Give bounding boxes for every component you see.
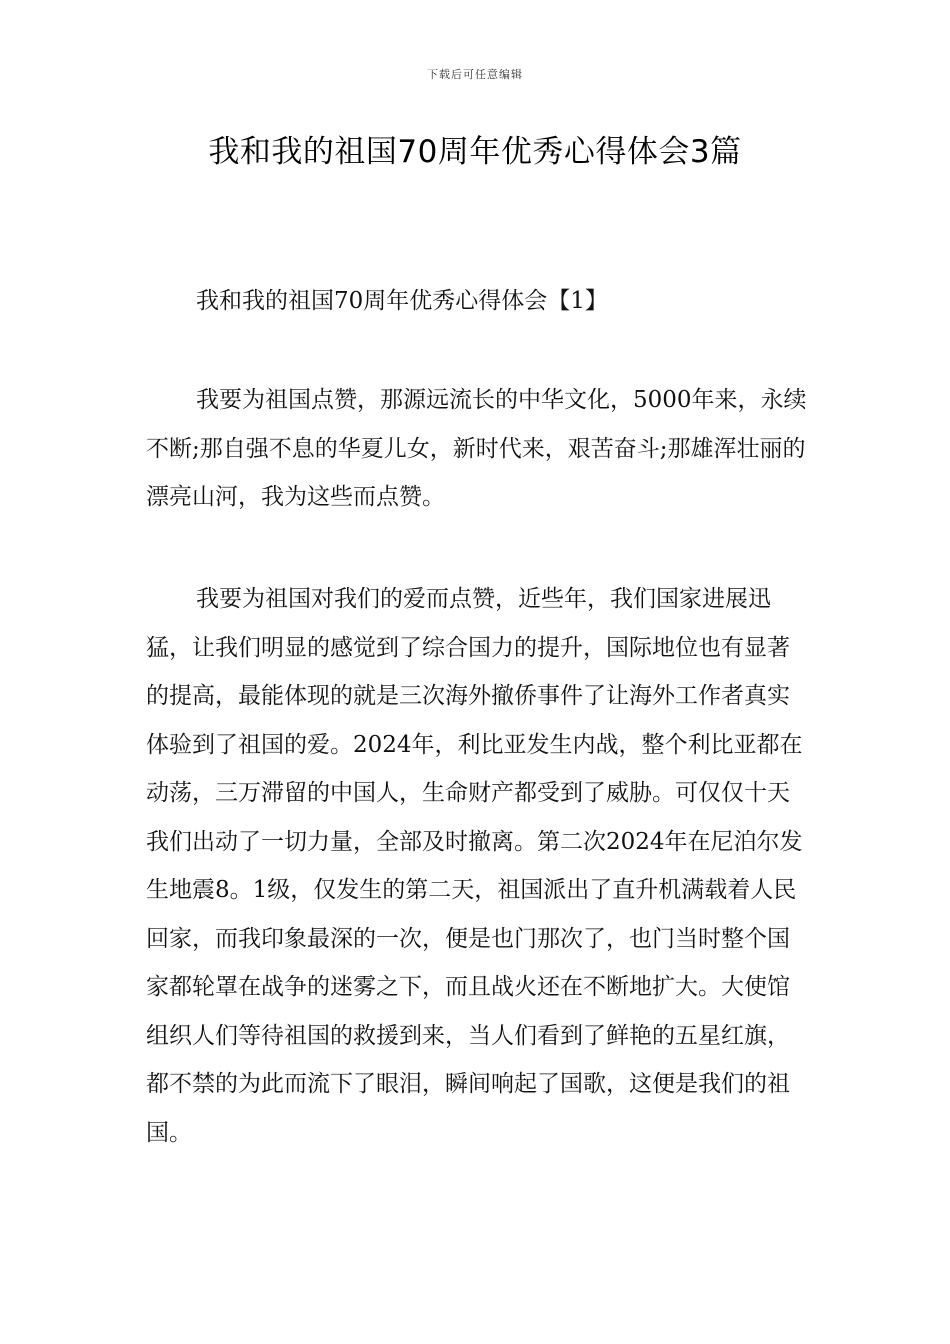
paragraph-1: 我要为祖国点赞，那源远流长的中华文化，5000年来，永续不断;那自强不息的华夏儿女，新时代来，艰苦奋斗;那雄浑壮丽的漂亮山河，我为这些而点赞。 (146, 387, 807, 510)
document-title: 我和我的祖国70周年优秀心得体会3篇 (208, 134, 742, 170)
section-heading: 我和我的祖国70周年优秀心得体会【1】 (196, 288, 608, 314)
paragraph-2: 我要为祖国对我们的爱而点赞，近些年，我们国家进展迅猛，让我们明显的感觉到了综合国力的提升，国际地位也有显著的提高，最能体现的就是三次海外撤侨事件了让海外工作者真实体验到了祖国的爱。2024年，利比亚发生内战，整个利比亚都在动荡，三万滞留的中国人，生命财产都受到了威胁。可仅仅十天我们出动了一切力量，全部及时撤离。第二次2024年在尼泊尔发生地震8。1级，仅发生的第二天，祖国派出了直升机满载着人民回家，而我印象最深的一次，便是也门那次了，也门当时整个国家都轮罩在战争的迷雾之下，而且战火还在不断地扩大。大使馆组织人们等待祖国的救援到来，当人们看到了鲜艳的五星红旗，都不禁的为此而流下了眼泪，瞬间响起了国歌，这便是我们的祖国。 (146, 586, 803, 1146)
header-note: 下载后可任意编辑 (427, 68, 523, 81)
